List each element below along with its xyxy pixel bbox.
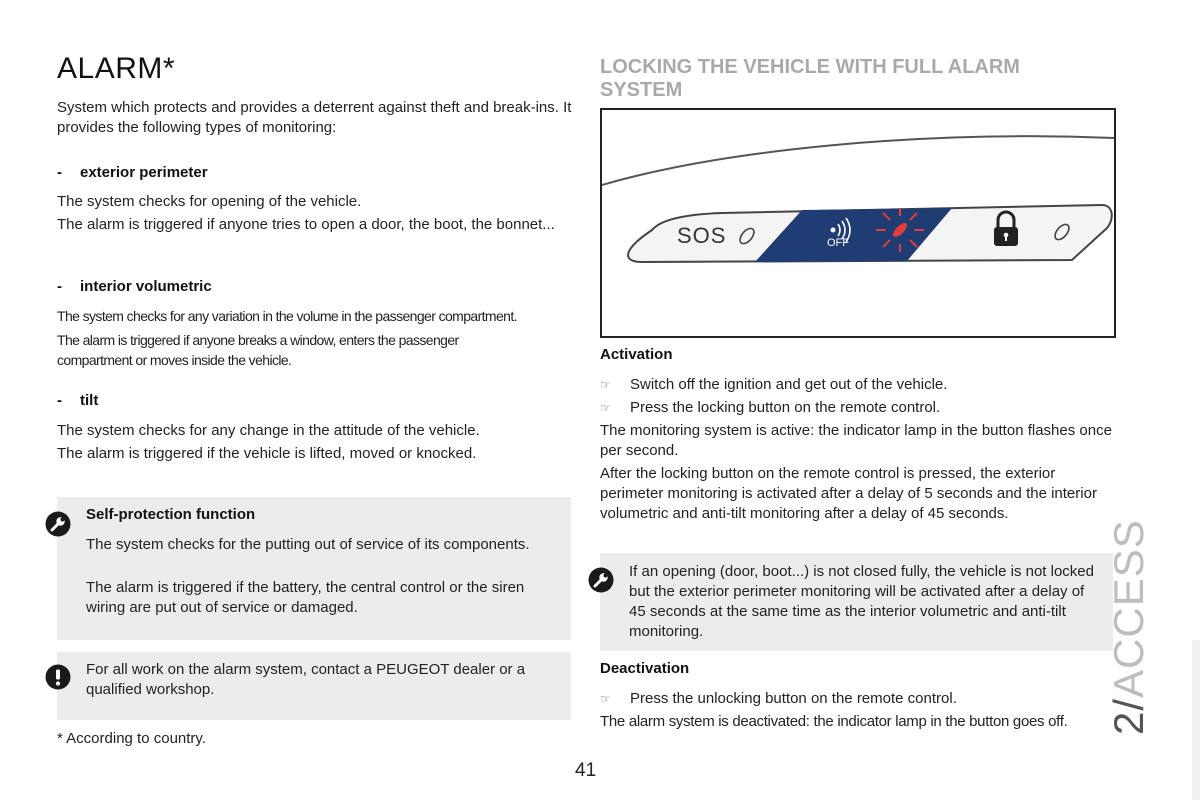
chapter-label: ACCESS xyxy=(1105,519,1152,698)
deactivation-step-1 xyxy=(600,689,1100,709)
chapter-number: 2/ xyxy=(1105,697,1152,735)
activation-para-2: After the locking button on the remote control is pressed, the exterior perimeter monitoring is activated after a delay of 5 seconds and the interior volumetric and anti-tilt monitoring after a delay of 45 seconds. xyxy=(600,465,1097,522)
indicator-lamp-icon xyxy=(876,208,924,252)
self-protection-line1: The system checks for the putting out of service of its components. xyxy=(86,536,530,553)
bullet-dash: - xyxy=(57,278,62,295)
tilt-line2: The alarm is triggered if the vehicle is lifted, moved or knocked. xyxy=(57,445,477,462)
exclamation-icon xyxy=(45,664,71,690)
exterior-line2: The alarm is triggered if anyone tries to open a door, the boot, the bonnet... xyxy=(57,216,555,233)
tilt-heading xyxy=(57,392,98,409)
deactivation-step-1-text: Press the unlocking button on the remote control. xyxy=(630,690,957,707)
section-title: LOCKING THE VEHICLE WITH FULL ALARM SYSTEM xyxy=(600,56,1020,101)
remote-key-figure xyxy=(600,108,1116,338)
activation-step-1-text: Switch off the ignition and get out of the vehicle. xyxy=(630,376,948,393)
warning-text: For all work on the alarm system, contact a PEUGEOT dealer or a qualified workshop. xyxy=(86,661,526,698)
page-title: ALARM* xyxy=(57,52,176,85)
wrench-icon xyxy=(588,567,614,593)
activation-heading: Activation xyxy=(600,346,673,363)
page-number: 41 xyxy=(575,760,597,781)
pointing-hand-icon: ☞ xyxy=(600,692,611,706)
tilt-line1: The system checks for any change in the attitude of the vehicle. xyxy=(57,422,480,439)
self-protection-line2: The alarm is triggered if the battery, the central control or the siren wiring are put out of service or damaged. xyxy=(86,579,525,616)
interior-heading xyxy=(57,278,212,295)
tilt-heading-label: tilt xyxy=(80,392,99,409)
pointing-hand-icon: ☞ xyxy=(600,401,611,415)
wrench-icon xyxy=(45,511,71,537)
sos-label: SOS xyxy=(677,223,727,248)
bullet-dash: - xyxy=(57,392,62,409)
exterior-heading-label: exterior perimeter xyxy=(80,164,208,181)
exterior-line1: The system checks for opening of the vehicle. xyxy=(57,193,362,210)
interior-heading-label: interior volumetric xyxy=(80,278,212,295)
activation-step-1 xyxy=(600,375,1100,395)
activation-para-1: The monitoring system is active: the indicator lamp in the button flashes once per second. xyxy=(600,422,1112,459)
side-tab-bar xyxy=(1192,640,1200,800)
interior-line1: The system checks for any variation in the volume in the passenger compartment. xyxy=(57,308,517,324)
off-label: OFF xyxy=(827,237,849,249)
footnote: * According to country. xyxy=(57,730,206,747)
self-protection-title: Self-protection function xyxy=(86,506,256,523)
deactivation-heading: Deactivation xyxy=(600,660,690,677)
interior-line2: The alarm is triggered if anyone breaks a window, enters the passenger compartment or moves inside the vehicle. xyxy=(57,332,459,368)
bullet-dash: - xyxy=(57,164,62,181)
intro-text: System which protects and provides a deterrent against theft and break-ins. It provides the following types of monitoring: xyxy=(57,99,572,136)
exterior-heading xyxy=(57,164,208,181)
activation-step-2 xyxy=(600,398,1100,418)
activation-step-2-text: Press the locking button on the remote control. xyxy=(630,399,941,416)
pointing-hand-icon: ☞ xyxy=(600,378,611,392)
opening-note-text: If an opening (door, boot...) is not closed fully, the vehicle is not locked but the exterior perimeter monitoring will be activated after a delay of 45 seconds at the same time as the interior volumetric and anti-tilt monitoring. xyxy=(629,563,1094,640)
chapter-tab xyxy=(1105,519,1153,735)
deactivation-para-1: The alarm system is deactivated: the indicator lamp in the button goes off. xyxy=(600,713,1068,730)
